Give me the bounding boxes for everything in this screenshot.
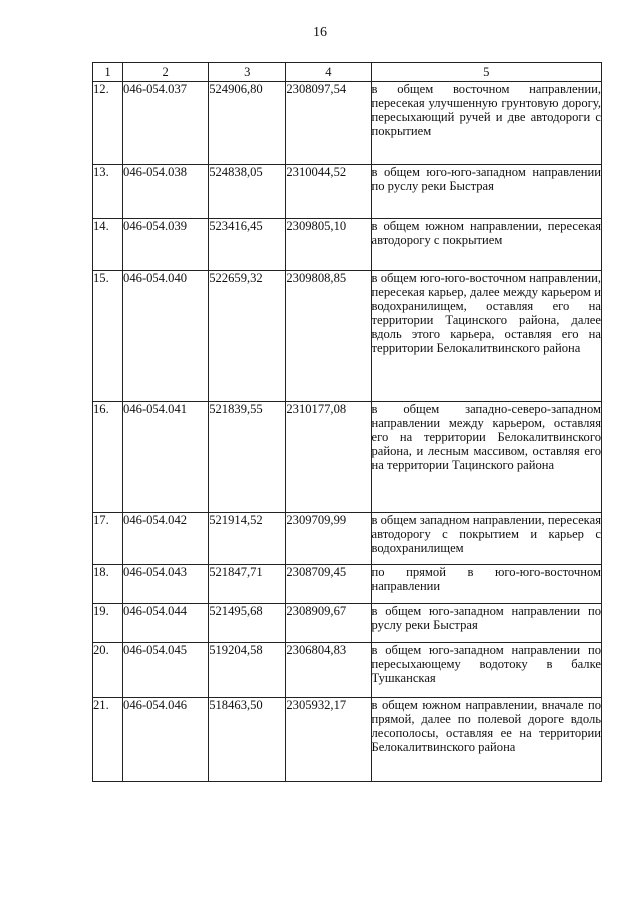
row-number: 21.: [93, 698, 123, 782]
direction-description: в общем южном направлении, вначале по прямой, далее по полевой дороге вдоль лесополосы, оставляя ее на территории Белокалитвинского района: [371, 698, 602, 782]
coordinate-x: 521847,71: [209, 565, 286, 604]
coordinate-x: 523416,45: [209, 219, 286, 271]
point-code: 046-054.037: [123, 82, 209, 165]
table-row: [93, 82, 602, 165]
coordinate-y: 2308909,67: [286, 604, 371, 643]
point-code: 046-054.043: [123, 565, 209, 604]
coordinate-y: 2309808,85: [286, 271, 371, 402]
table-row: [93, 643, 602, 698]
row-number: 16.: [93, 402, 123, 513]
column-header: 1: [93, 63, 123, 82]
row-number: 12.: [93, 82, 123, 165]
row-number: 18.: [93, 565, 123, 604]
table-row: [93, 271, 602, 402]
table-row: [93, 565, 602, 604]
table-row: [93, 513, 602, 565]
point-code: 046-054.044: [123, 604, 209, 643]
coordinate-y: 2310177,08: [286, 402, 371, 513]
table-row: [93, 219, 602, 271]
row-number: 19.: [93, 604, 123, 643]
direction-description: в общем юго-западном направлении по пересыхающему водотоку в балке Тушканская: [371, 643, 602, 698]
direction-description: по прямой в юго-юго-восточном направлении: [371, 565, 602, 604]
direction-description: в общем юго-западном направлении по руслу реки Быстрая: [371, 604, 602, 643]
direction-description: в общем западно-северо-западном направлении между карьером, оставляя его на территории Белокалитвинского района, и лесным массивом, оставляя его на территории Тацинского района: [371, 402, 602, 513]
point-code: 046-054.038: [123, 165, 209, 219]
coordinate-y: 2309805,10: [286, 219, 371, 271]
column-header: 3: [209, 63, 286, 82]
boundary-points-table: [92, 62, 602, 782]
point-code: 046-054.042: [123, 513, 209, 565]
coordinate-y: 2305932,17: [286, 698, 371, 782]
column-header: 2: [123, 63, 209, 82]
coordinate-y: 2308709,45: [286, 565, 371, 604]
direction-description: в общем южном направлении, пересекая автодорогу с покрытием: [371, 219, 602, 271]
table-row: [93, 402, 602, 513]
coordinate-x: 521839,55: [209, 402, 286, 513]
point-code: 046-054.041: [123, 402, 209, 513]
point-code: 046-054.039: [123, 219, 209, 271]
coordinate-y: 2309709,99: [286, 513, 371, 565]
coordinate-x: 524906,80: [209, 82, 286, 165]
row-number: 20.: [93, 643, 123, 698]
row-number: 17.: [93, 513, 123, 565]
coordinate-y: 2308097,54: [286, 82, 371, 165]
row-number: 13.: [93, 165, 123, 219]
column-header: 4: [286, 63, 371, 82]
column-header: 5: [371, 63, 602, 82]
coordinate-x: 518463,50: [209, 698, 286, 782]
point-code: 046-054.046: [123, 698, 209, 782]
coordinate-x: 522659,32: [209, 271, 286, 402]
table-row: [93, 698, 602, 782]
direction-description: в общем восточном направлении, пересекая улучшенную грунтовую дорогу, пересыхающий ручей и две автодороги с покрытием: [371, 82, 602, 165]
row-number: 14.: [93, 219, 123, 271]
point-code: 046-054.040: [123, 271, 209, 402]
table-row: [93, 604, 602, 643]
row-number: 15.: [93, 271, 123, 402]
coordinate-y: 2310044,52: [286, 165, 371, 219]
table-row: [93, 165, 602, 219]
direction-description: в общем юго-юго-западном направлении по руслу реки Быстрая: [371, 165, 602, 219]
direction-description: в общем западном направлении, пересекая автодорогу с покрытием и карьер с водохранилищем: [371, 513, 602, 565]
coordinate-x: 524838,05: [209, 165, 286, 219]
point-code: 046-054.045: [123, 643, 209, 698]
direction-description: в общем юго-юго-восточном направлении, пересекая карьер, далее между карьером и водохранилищем, оставляя его на территории Тацинского района, далее вдоль этого карьера, оставляя его на территории Белокалитвинского района: [371, 271, 602, 402]
coordinate-x: 519204,58: [209, 643, 286, 698]
page-number: 16: [313, 25, 327, 40]
table-header-row: [93, 63, 602, 82]
coordinate-x: 521495,68: [209, 604, 286, 643]
coordinate-y: 2306804,83: [286, 643, 371, 698]
coordinate-x: 521914,52: [209, 513, 286, 565]
